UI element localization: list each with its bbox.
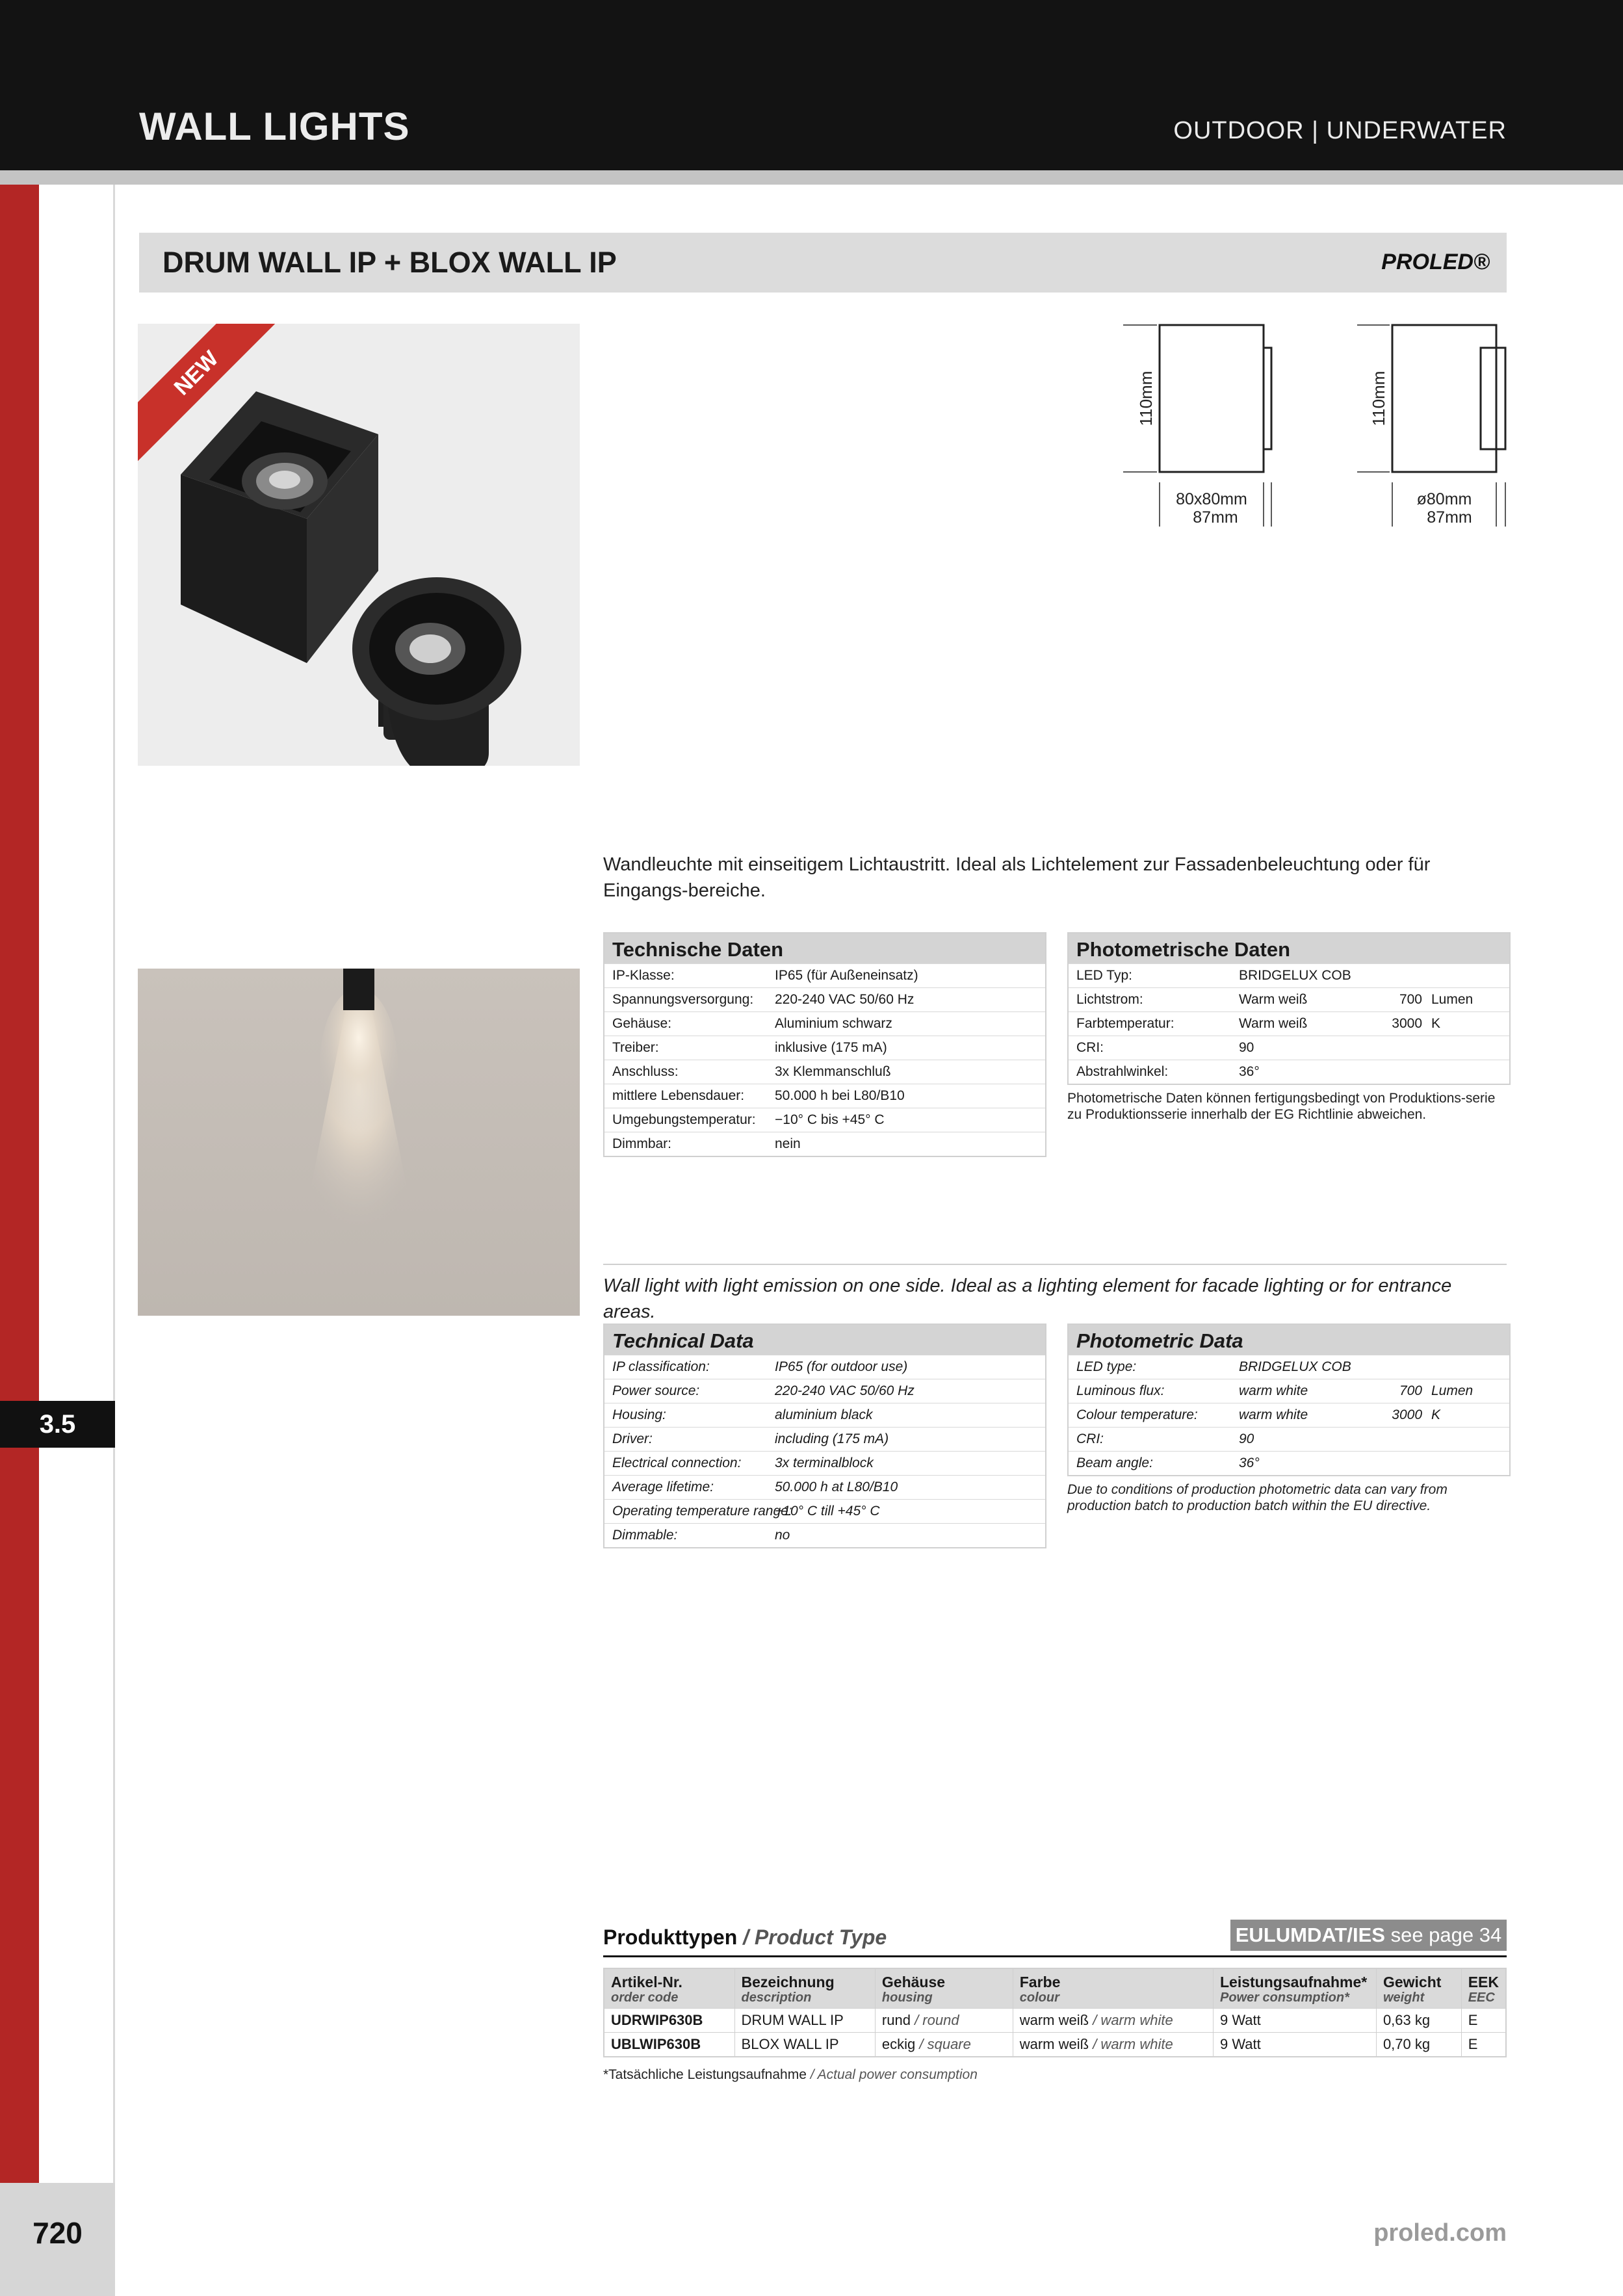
- product-types-title-de: Produkttypen: [603, 1925, 738, 1949]
- row-value: Warm weiß: [1239, 992, 1308, 1007]
- table-row: [604, 2009, 1506, 2033]
- section-divider: [603, 1264, 1507, 1265]
- side-accent-bar: [0, 185, 39, 2183]
- row-label: Spannungsversorgung:: [612, 992, 754, 1007]
- product-types-title-en: / Product Type: [743, 1925, 887, 1949]
- row-value: warm white: [1239, 1383, 1308, 1398]
- row-value: no: [775, 1528, 790, 1543]
- table-row: [604, 1011, 1045, 1036]
- cell-weight: 0,70 kg: [1376, 2033, 1461, 2057]
- row-label: Gehäuse:: [612, 1016, 672, 1031]
- row-label: Umgebungstemperatur:: [612, 1112, 756, 1127]
- row-unit: [1422, 1428, 1509, 1451]
- brand-logo: PROLED®: [1381, 250, 1490, 274]
- dim-right-height: 110mm: [1369, 371, 1388, 426]
- table-row: [1069, 987, 1509, 1011]
- row-unit: K: [1431, 1016, 1441, 1031]
- new-badge: NEW: [138, 324, 285, 462]
- table-row: [604, 2033, 1506, 2057]
- row-label: Power source:: [612, 1383, 700, 1398]
- table-row: [1069, 1403, 1509, 1427]
- eulumdat-ref: see page 34: [1390, 1924, 1502, 1946]
- row-unit: Lumen: [1431, 1383, 1474, 1398]
- product-types-rule: [603, 1955, 1507, 1957]
- light-cone-illustration: [138, 969, 580, 1316]
- eulumdat-badge[interactable]: [1230, 1920, 1507, 1951]
- dim-left-depth: 87mm: [1193, 508, 1238, 527]
- row-number: 3000: [1392, 1407, 1422, 1422]
- table-row: [604, 1451, 1045, 1475]
- row-label: Average lifetime:: [612, 1480, 714, 1494]
- row-label: Treiber:: [612, 1040, 659, 1055]
- row-value: including (175 mA): [775, 1431, 889, 1446]
- row-value: 50.000 h bei L80/B10: [775, 1088, 905, 1103]
- row-value: −10° C bis +45° C: [775, 1112, 885, 1127]
- technical-data-en: [603, 1324, 1046, 1548]
- cell-eek: E: [1461, 2033, 1506, 2057]
- footnote: *Tatsächliche Leistungsaufnahme / Actual power consumption: [603, 2067, 978, 2082]
- table-row: [604, 987, 1045, 1011]
- row-label: Abstrahlwinkel:: [1076, 1064, 1169, 1079]
- row-value: 220-240 VAC 50/60 Hz: [775, 992, 915, 1007]
- row-unit: [1422, 1060, 1509, 1084]
- table-row: [1069, 1011, 1509, 1036]
- row-value: 50.000 h at L80/B10: [775, 1480, 898, 1494]
- footer-url[interactable]: proled.com: [1373, 2219, 1507, 2247]
- col-housing: Gehäuse housing: [875, 1968, 1013, 2009]
- table-row: [604, 1523, 1045, 1547]
- table-row: [604, 1403, 1045, 1427]
- table-row: [1069, 963, 1509, 987]
- row-number: [1357, 1428, 1422, 1451]
- row-value: 3x terminalblock: [775, 1455, 874, 1470]
- photometric-data-de: [1067, 932, 1511, 1123]
- row-unit: K: [1431, 1407, 1441, 1422]
- cell-desc: BLOX WALL IP: [734, 2033, 875, 2057]
- row-value: IP65 (für Außeneinsatz): [775, 968, 918, 983]
- row-value: 90: [1239, 1040, 1254, 1055]
- cell-weight: 0,63 kg: [1376, 2009, 1461, 2033]
- table-row: [604, 1355, 1045, 1379]
- row-value: aluminium black: [775, 1407, 873, 1422]
- photometric-note-en: Due to conditions of production photometric data can vary from production batch to production batch within the EU directive.: [1067, 1482, 1448, 1513]
- row-label: Beam angle:: [1076, 1455, 1153, 1470]
- product-name: DRUM WALL IP + BLOX WALL IP: [162, 246, 617, 279]
- table-row: [1069, 1355, 1509, 1379]
- row-number: 700: [1399, 1383, 1422, 1398]
- cell-colour: warm weiß / warm white: [1013, 2033, 1213, 2057]
- cell-desc: DRUM WALL IP: [734, 2009, 875, 2033]
- row-unit: Lumen: [1431, 992, 1474, 1007]
- photometric-data-en: [1067, 1324, 1511, 1514]
- cell-colour: warm weiß / warm white: [1013, 2009, 1213, 2033]
- table-title: Technical Data: [604, 1325, 1045, 1355]
- product-header: [139, 233, 1507, 293]
- row-label: Lichtstrom:: [1076, 992, 1143, 1007]
- col-description: Bezeichnung description: [734, 1968, 875, 2009]
- table-row: [1069, 1060, 1509, 1084]
- table-row: [604, 1499, 1045, 1523]
- product-types-heading: [603, 1925, 887, 1950]
- description-english: Wall light with light emission on one side. Ideal as a lighting element for facade lighting or for entrance areas.: [603, 1275, 1452, 1322]
- row-number: 700: [1399, 992, 1422, 1007]
- application-photo: [138, 969, 580, 1316]
- row-value: BRIDGELUX COB: [1239, 968, 1351, 983]
- col-order-code: Artikel-Nr. order code: [604, 1968, 734, 2009]
- row-label: Electrical connection:: [612, 1455, 742, 1470]
- row-label: Driver:: [612, 1431, 653, 1446]
- row-label: LED Typ:: [1076, 968, 1132, 983]
- table-row: [604, 1060, 1045, 1084]
- row-label: IP-Klasse:: [612, 968, 675, 983]
- row-value: −10° C till +45° C: [775, 1504, 880, 1519]
- row-label: Dimmbar:: [612, 1136, 672, 1151]
- cell-housing: rund / round: [875, 2009, 1013, 2033]
- cell-power: 9 Watt: [1213, 2033, 1376, 2057]
- row-value: inklusive (175 mA): [775, 1040, 887, 1055]
- dim-left-size: 80x80mm: [1176, 490, 1247, 508]
- row-label: Colour temperature:: [1076, 1407, 1198, 1422]
- dimension-drawings: [1105, 312, 1521, 546]
- row-value: 220-240 VAC 50/60 Hz: [775, 1383, 915, 1398]
- table-title: Photometric Data: [1069, 1325, 1509, 1355]
- row-label: Anschluss:: [612, 1064, 679, 1079]
- dim-right-depth: 87mm: [1427, 508, 1472, 527]
- row-label: CRI:: [1076, 1040, 1104, 1055]
- row-label: Farbtemperatur:: [1076, 1016, 1175, 1031]
- row-unit: [1422, 1036, 1509, 1060]
- row-label: Housing:: [612, 1407, 666, 1422]
- row-unit: [1422, 964, 1509, 987]
- table-row: [1069, 1379, 1509, 1403]
- table-title: Photometrische Daten: [1069, 933, 1509, 963]
- page-subtitle: OUTDOOR | UNDERWATER: [1173, 117, 1507, 144]
- row-label: LED type:: [1076, 1359, 1137, 1374]
- technical-data-de: [603, 932, 1046, 1157]
- row-number: [1357, 1355, 1422, 1379]
- row-value: nein: [775, 1136, 801, 1151]
- table-row: [604, 1475, 1045, 1499]
- col-colour: Farbe colour: [1013, 1968, 1213, 2009]
- cell-housing: eckig / square: [875, 2033, 1013, 2057]
- row-number: [1357, 964, 1422, 987]
- row-number: [1357, 1036, 1422, 1060]
- description-german: Wandleuchte mit einseitigem Lichtaustritt. Ideal als Lichtelement zur Fassadenbeleuchtung oder für Eingangs-bereiche.: [603, 854, 1431, 901]
- table-title: Technische Daten: [604, 933, 1045, 963]
- row-label: IP classification:: [612, 1359, 710, 1374]
- cell-code: UDRWIP630B: [604, 2009, 734, 2033]
- row-value: 36°: [1239, 1064, 1260, 1079]
- row-label: Dimmable:: [612, 1528, 678, 1543]
- table-row: [1069, 1451, 1509, 1475]
- table-row: [604, 1132, 1045, 1156]
- row-value: 90: [1239, 1431, 1254, 1446]
- row-number: [1357, 1452, 1422, 1475]
- page-number: 720: [32, 2216, 83, 2250]
- dim-left-height: 110mm: [1136, 371, 1156, 426]
- row-label: Luminous flux:: [1076, 1383, 1165, 1398]
- row-value: 3x Klemmanschluß: [775, 1064, 891, 1079]
- row-unit: [1422, 1355, 1509, 1379]
- section-tab: 3.5: [0, 1401, 115, 1448]
- row-number: 3000: [1392, 1016, 1422, 1031]
- row-unit: [1422, 1452, 1509, 1475]
- side-divider: [113, 185, 115, 2296]
- table-row: [1069, 1427, 1509, 1451]
- row-value: Aluminium schwarz: [775, 1016, 892, 1031]
- table-row: [604, 1427, 1045, 1451]
- col-power: Leistungsaufnahme* Power consumption*: [1213, 1968, 1376, 2009]
- row-value: warm white: [1239, 1407, 1308, 1422]
- photometric-note-de: Photometrische Daten können fertigungsbedingt von Produktions-serie zu Produktionsserie innerhalb der EG Richtlinie abweichen.: [1067, 1091, 1496, 1122]
- dim-right-size: ø80mm: [1416, 490, 1472, 508]
- table-header-row: [604, 1968, 1506, 2009]
- table-row: [604, 1108, 1045, 1132]
- col-weight: Gewicht weight: [1376, 1968, 1461, 2009]
- row-label: Operating temperature range:: [612, 1504, 792, 1519]
- row-value: BRIDGELUX COB: [1239, 1359, 1351, 1374]
- table-row: [604, 1084, 1045, 1108]
- row-label: CRI:: [1076, 1431, 1104, 1446]
- table-row: [604, 1036, 1045, 1060]
- col-eek: EEK EEC: [1461, 1968, 1506, 2009]
- row-label: mittlere Lebensdauer:: [612, 1088, 745, 1103]
- row-value: 36°: [1239, 1455, 1260, 1470]
- cell-code: UBLWIP630B: [604, 2033, 734, 2057]
- row-value: IP65 (for outdoor use): [775, 1359, 908, 1374]
- row-number: [1357, 1060, 1422, 1084]
- row-value: Warm weiß: [1239, 1016, 1308, 1031]
- product-types-table: [603, 1968, 1507, 2057]
- cell-eek: E: [1461, 2009, 1506, 2033]
- banner-rule: [0, 170, 1623, 185]
- table-row: [604, 963, 1045, 987]
- product-illustration: [138, 324, 580, 766]
- table-row: [604, 1379, 1045, 1403]
- eulumdat-label: EULUMDAT/IES: [1235, 1924, 1385, 1946]
- table-row: [1069, 1036, 1509, 1060]
- page-title: WALL LIGHTS: [139, 105, 410, 148]
- product-photo: [138, 324, 580, 766]
- cell-power: 9 Watt: [1213, 2009, 1376, 2033]
